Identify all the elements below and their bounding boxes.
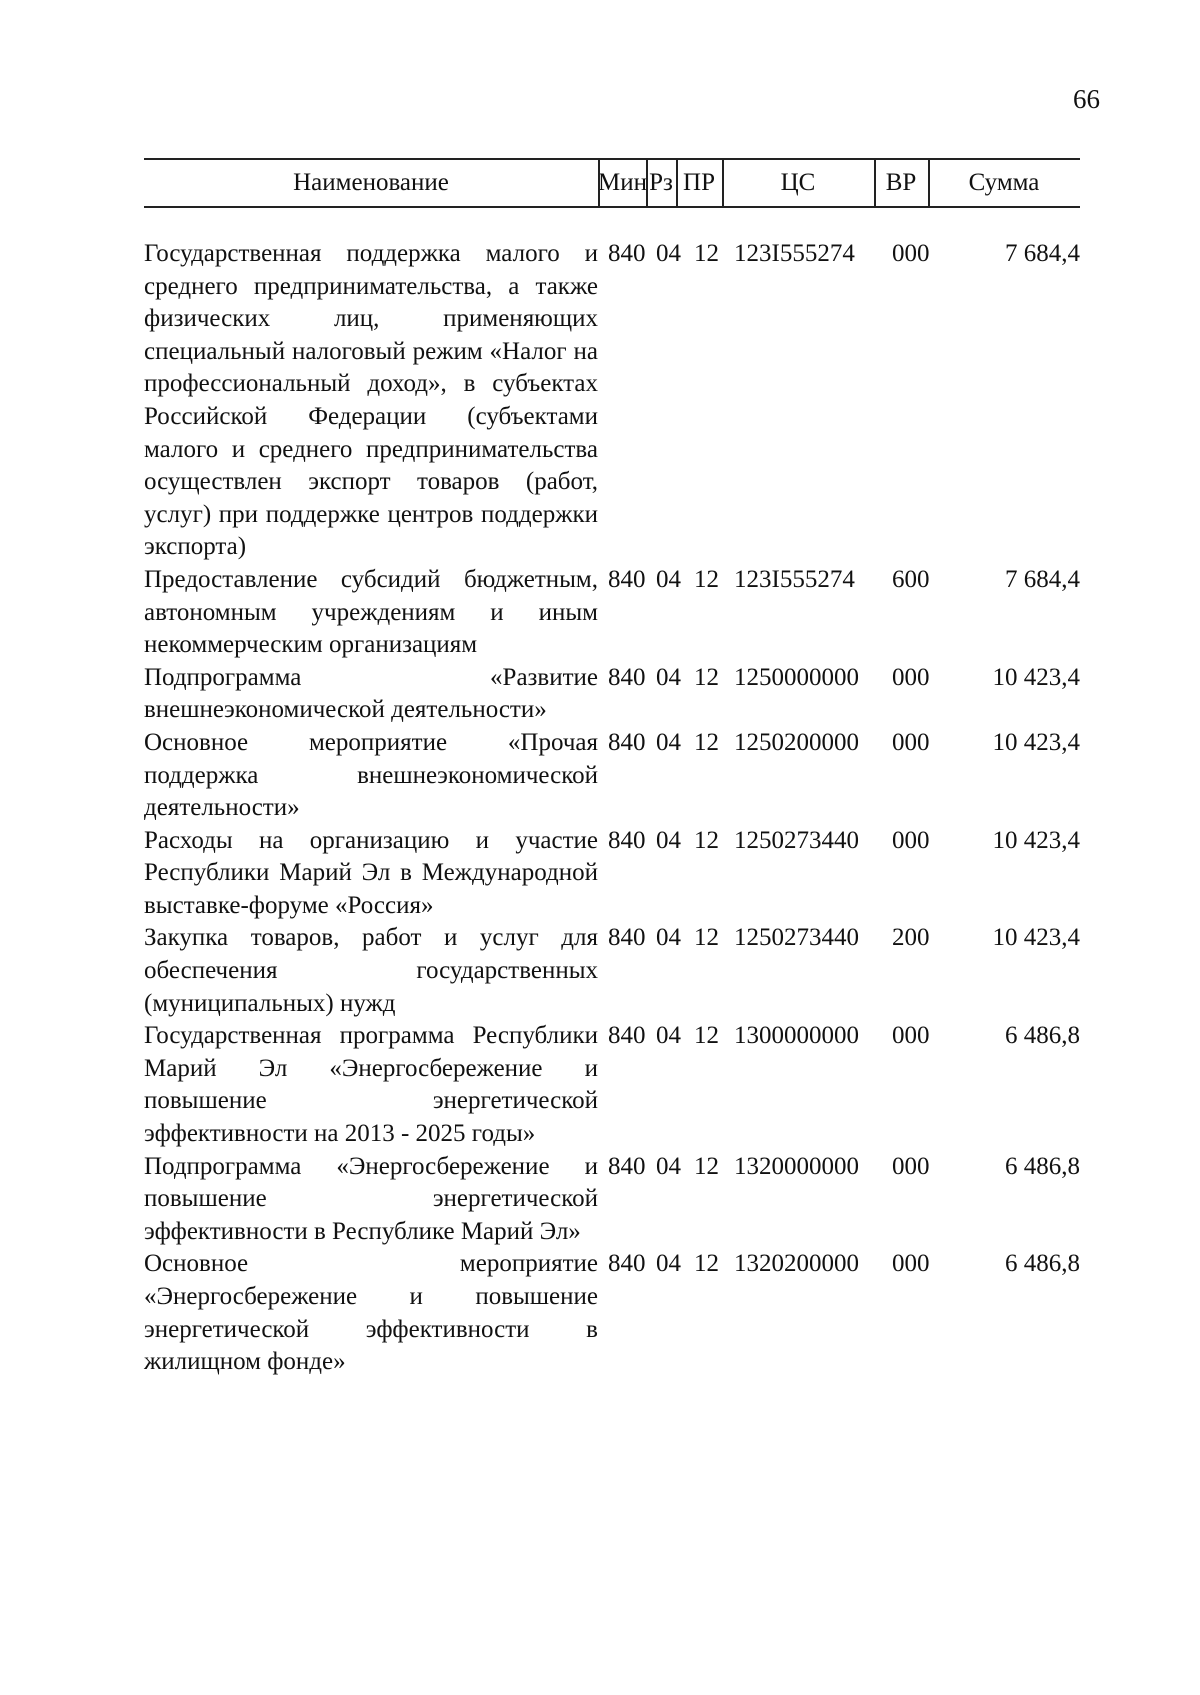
row-vr: 000 <box>892 240 930 267</box>
row-name: Основное мероприятие «Прочая поддержка внешнеэкономической деятельности» <box>144 728 598 822</box>
row-pr: 12 <box>694 240 719 267</box>
header-divider <box>676 160 678 206</box>
table-row <box>144 564 1080 662</box>
row-cs: 123I555274 <box>734 240 855 267</box>
row-vr: 000 <box>892 728 930 756</box>
row-rz: 04 <box>656 1152 681 1180</box>
table-row <box>144 1248 1080 1378</box>
row-name: Основное мероприятие «Энергосбережение и повышение энергетической эффективности в жилищном фонде» <box>144 1250 598 1376</box>
row-vr: 000 <box>892 663 930 691</box>
row-vr: 200 <box>892 924 930 952</box>
row-cs: 1250000000 <box>734 663 859 691</box>
row-min: 840 <box>608 826 646 854</box>
row-min: 840 <box>608 1022 646 1050</box>
row-rz: 04 <box>656 728 681 756</box>
header-divider <box>722 160 724 206</box>
row-pr: 12 <box>694 1152 719 1180</box>
row-cs: 1320000000 <box>734 1152 859 1180</box>
row-vr: 600 <box>892 565 930 593</box>
header-divider <box>646 160 648 206</box>
row-cs: 123I555274 <box>734 565 855 593</box>
row-sum: 10 423,4 <box>992 924 1080 952</box>
table-row <box>144 825 1080 923</box>
row-min: 840 <box>608 1250 646 1278</box>
table-body <box>144 238 1080 1379</box>
row-vr: 000 <box>892 1152 930 1180</box>
row-min: 840 <box>608 924 646 952</box>
row-pr: 12 <box>694 565 719 593</box>
row-sum: 10 423,4 <box>992 826 1080 854</box>
row-cs: 1250200000 <box>734 728 859 756</box>
row-vr: 000 <box>892 826 930 854</box>
row-name: Подпрограмма «Развитие внешнеэкономической деятельности» <box>144 663 598 724</box>
row-rz: 04 <box>656 1250 681 1278</box>
header-divider <box>874 160 876 206</box>
header-divider <box>598 160 600 206</box>
header-sum: Сумма <box>968 169 1040 196</box>
row-min: 840 <box>608 663 646 691</box>
row-sum: 10 423,4 <box>992 663 1080 691</box>
table-row <box>144 922 1080 1020</box>
header-rz: Рз <box>649 169 673 196</box>
row-rz: 04 <box>656 240 681 267</box>
row-sum: 7 684,4 <box>1005 565 1080 593</box>
row-pr: 12 <box>694 1022 719 1050</box>
budget-table <box>144 158 1080 1376</box>
table-row <box>144 727 1080 825</box>
header-vr: ВР <box>885 169 917 196</box>
row-rz: 04 <box>656 663 681 691</box>
table-header <box>144 158 1080 208</box>
row-rz: 04 <box>656 565 681 593</box>
header-cs: ЦС <box>780 169 816 196</box>
table-row <box>144 238 1080 564</box>
row-cs: 1250273440 <box>734 924 859 952</box>
row-sum: 6 486,8 <box>1005 1022 1080 1050</box>
table-row <box>144 662 1080 727</box>
row-name: Подпрограмма «Энергосбережение и повышение энергетической эффективности в Республике Марий Эл» <box>144 1152 598 1245</box>
row-cs: 1300000000 <box>734 1022 859 1050</box>
row-name: Расходы на организацию и участие Республики Марий Эл в Международной выставке-форуме «Россия» <box>144 826 598 919</box>
page-number: 66 <box>1073 84 1100 114</box>
row-cs: 1320200000 <box>734 1250 859 1278</box>
row-sum: 6 486,8 <box>1005 1152 1080 1180</box>
row-pr: 12 <box>694 728 719 756</box>
header-divider <box>928 160 930 206</box>
row-rz: 04 <box>656 826 681 854</box>
header-min: Мин <box>598 169 647 196</box>
row-min: 840 <box>608 1152 646 1180</box>
row-sum: 6 486,8 <box>1005 1250 1080 1278</box>
row-pr: 12 <box>694 924 719 952</box>
row-sum: 10 423,4 <box>992 728 1080 756</box>
row-vr: 000 <box>892 1250 930 1278</box>
row-pr: 12 <box>694 663 719 691</box>
row-name: Государственная поддержка малого и среднего предпринимательства, а также физических лиц, применяющих специальный налоговый режим «Налог на профессиональный доход», в субъектах Российской Федерации (субъектами малого и среднего предпринимательства осуществлен экспорт товаров (работ, услуг) при поддержке центров поддержки экспорта) <box>144 240 598 561</box>
row-min: 840 <box>608 240 646 267</box>
header-pr: ПР <box>683 169 715 196</box>
row-name: Закупка товаров, работ и услуг для обеспечения государственных (муниципальных) нужд <box>144 924 598 1017</box>
row-sum: 7 684,4 <box>1005 240 1080 267</box>
header-name: Наименование <box>293 169 449 196</box>
row-vr: 000 <box>892 1022 930 1050</box>
table-row <box>144 1151 1080 1249</box>
row-name: Государственная программа Республики Марий Эл «Энергосбережение и повышение энергетической эффективности на 2013 - 2025 годы» <box>144 1022 598 1148</box>
table-row <box>144 1020 1080 1150</box>
row-name: Предоставление субсидий бюджетным, автономным учреждениям и иным некоммерческим организациям <box>144 565 598 659</box>
row-rz: 04 <box>656 1022 681 1050</box>
row-min: 840 <box>608 728 646 756</box>
row-pr: 12 <box>694 1250 719 1278</box>
row-cs: 1250273440 <box>734 826 859 854</box>
row-rz: 04 <box>656 924 681 952</box>
row-min: 840 <box>608 565 646 593</box>
row-pr: 12 <box>694 826 719 854</box>
